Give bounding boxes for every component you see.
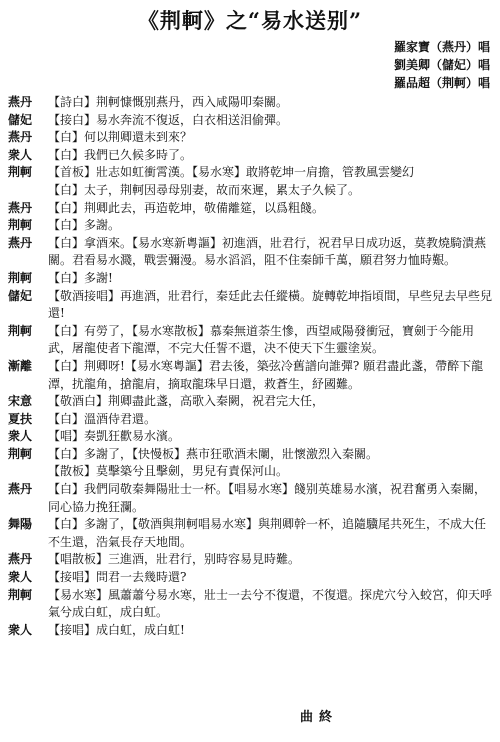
script-line — [8, 112, 492, 130]
speaker: 衆人 — [8, 570, 33, 585]
speaker: 燕丹 — [8, 482, 33, 497]
script-line — [8, 182, 492, 200]
script-line — [8, 270, 492, 288]
script-line — [8, 622, 492, 640]
script-line — [8, 164, 492, 182]
script-line — [8, 288, 492, 323]
line-text: 【接唱】問君一去幾時還? — [48, 570, 187, 585]
speaker: 荆軻 — [8, 446, 33, 461]
line-text: 【白】多謝了，【敬酒與荆軻唱易水寒】與荆卿幹一杯，追隨驥尾共死生，不成大任不生還，浩氣長存天地間。 — [48, 517, 487, 549]
speaker: 荆軻 — [8, 270, 33, 285]
speaker: 燕丹 — [8, 95, 33, 109]
script-line — [8, 358, 492, 393]
speaker: 燕丹 — [8, 130, 33, 145]
page-title: 《荆軻》之“易水送别” — [137, 8, 363, 33]
speaker: 宋意 — [8, 394, 33, 409]
line-text: 【白】我們已久候多時了。 — [48, 147, 193, 162]
speaker: 燕丹 — [8, 235, 33, 250]
script-line — [8, 323, 492, 358]
script-line — [8, 129, 492, 147]
line-text: 【接唱】成白虹，成白虹! — [48, 622, 185, 637]
line-text: 【白】我們同敬秦舞陽壯士一杯。【唱易水寒】餞别英雄易水濱，祝君奮勇入秦關，同心協力挽狂瀾。 — [48, 482, 487, 514]
speaker — [8, 182, 48, 200]
speaker: 荆軻 — [8, 165, 33, 180]
line-text: 【白】溫酒侍君還。 — [48, 411, 157, 426]
speaker: 荆軻 — [8, 323, 33, 338]
script-line — [8, 411, 492, 429]
speaker: 儲妃 — [8, 112, 33, 127]
line-text: 【白】太子，荆軻因尋母别妻，故而來遲，累太子久候了。 — [48, 182, 361, 197]
script-line — [8, 217, 492, 235]
speaker: 燕丹 — [8, 200, 33, 215]
script-line — [8, 587, 492, 622]
line-text: 【接白】易水奔流不復返，白衣相送泪偷彈。 — [48, 112, 289, 127]
script-line — [8, 147, 492, 165]
script-line — [8, 393, 492, 411]
script-line — [8, 446, 492, 464]
speaker — [8, 463, 48, 481]
script-line — [8, 428, 492, 446]
line-text: 【白】多謝! — [48, 270, 113, 285]
script-line — [8, 569, 492, 587]
speaker: 衆人 — [8, 147, 33, 162]
line-text: 【白】荆卿此去，再造乾坤，敬備離筵，以爲粗餞。 — [48, 200, 325, 215]
line-text: 【易水寒】風蕭蕭兮易水寒，壯士一去兮不復還，不復還。探虎穴兮入蛟宮，仰天呼氣兮成白虹，成白虹。 — [48, 587, 493, 620]
speaker: 荆軻 — [8, 587, 33, 602]
line-text: 【白】荆卿呀!【易水寒粵謳】君去後，築弦冷舊譜向誰彈? 願君盡此盞，帶醉下龍潭，扰龍角，搶龍肩，摘取龍珠早日還，救蒼生，紓國難。 — [48, 358, 484, 391]
script-body — [8, 94, 492, 639]
line-text: 【白】拿酒來。【易水寒新粵謳】初進酒，壯君行，祝君早日成功返，莫教燒騎潰燕關。君看易水濺，戰雲彌漫。易水滔滔，阻不住秦師千萬，願君努力恤時艱。 — [48, 235, 487, 268]
line-text: 【詩白】荆軻慷慨别燕丹，西入咸陽叩秦關。 — [48, 95, 289, 109]
script-line — [8, 200, 492, 218]
cast-list — [8, 38, 492, 92]
cast-line: 羅品超（荆軻）唱 — [393, 76, 490, 90]
script-line — [8, 235, 492, 270]
line-text: 【白】多謝了，【快慢板】燕市狂歌酒未闌，壯懷激烈入秦關。 — [48, 446, 379, 461]
script-line — [8, 481, 492, 516]
line-text: 【唱散板】三進酒，壯君行，别時容易見時難。 — [48, 552, 301, 567]
speaker: 荆軻 — [8, 218, 33, 233]
line-text: 【首板】壯志如虹衝霄漢。【易水寒】敢將乾坤一肩擔，管教風雲變幻 — [48, 165, 415, 180]
script-line — [8, 463, 492, 481]
line-text: 【白】多謝。 — [48, 218, 121, 233]
speaker: 漸離 — [8, 358, 33, 373]
speaker: 夏扶 — [8, 411, 33, 426]
line-text: 【敬酒白】荆卿盡此盞，高歌入秦闕，祝君完大任， — [48, 394, 325, 409]
speaker: 儲妃 — [8, 288, 33, 303]
script-line — [8, 94, 492, 112]
line-text: 【白】有勞了，【易水寒散板】慕秦無道荼生慘，西望咸陽發衝冠，寶劍于今能用武，屠龍使者下龍潭，不完大任誓不還，决不使天下生靈塗炭。 — [48, 323, 475, 356]
speaker: 舞陽 — [8, 517, 33, 532]
cast-line: 劉美卿（儲妃）唱 — [393, 58, 490, 72]
line-text: 【唱】奏凱狂歡易水濱。 — [48, 429, 181, 444]
line-text: 【散板】莫擊築兮且擊劍，男兒有責保河山。 — [48, 464, 289, 479]
speaker: 燕丹 — [8, 552, 33, 567]
speaker: 衆人 — [8, 429, 33, 444]
ending-mark: 曲終 — [300, 710, 339, 725]
speaker: 衆人 — [8, 622, 33, 637]
script-line — [8, 551, 492, 569]
line-text: 【敬酒接唱】再進酒，壯君行，秦廷此去任縱橫。旋轉乾坤指頃間，早些兒去早些兒還! — [48, 288, 493, 321]
cast-line: 羅家寶（燕丹）唱 — [393, 40, 490, 54]
line-text: 【白】何以荆卿還未到來？ — [48, 130, 193, 145]
script-line — [8, 516, 492, 551]
